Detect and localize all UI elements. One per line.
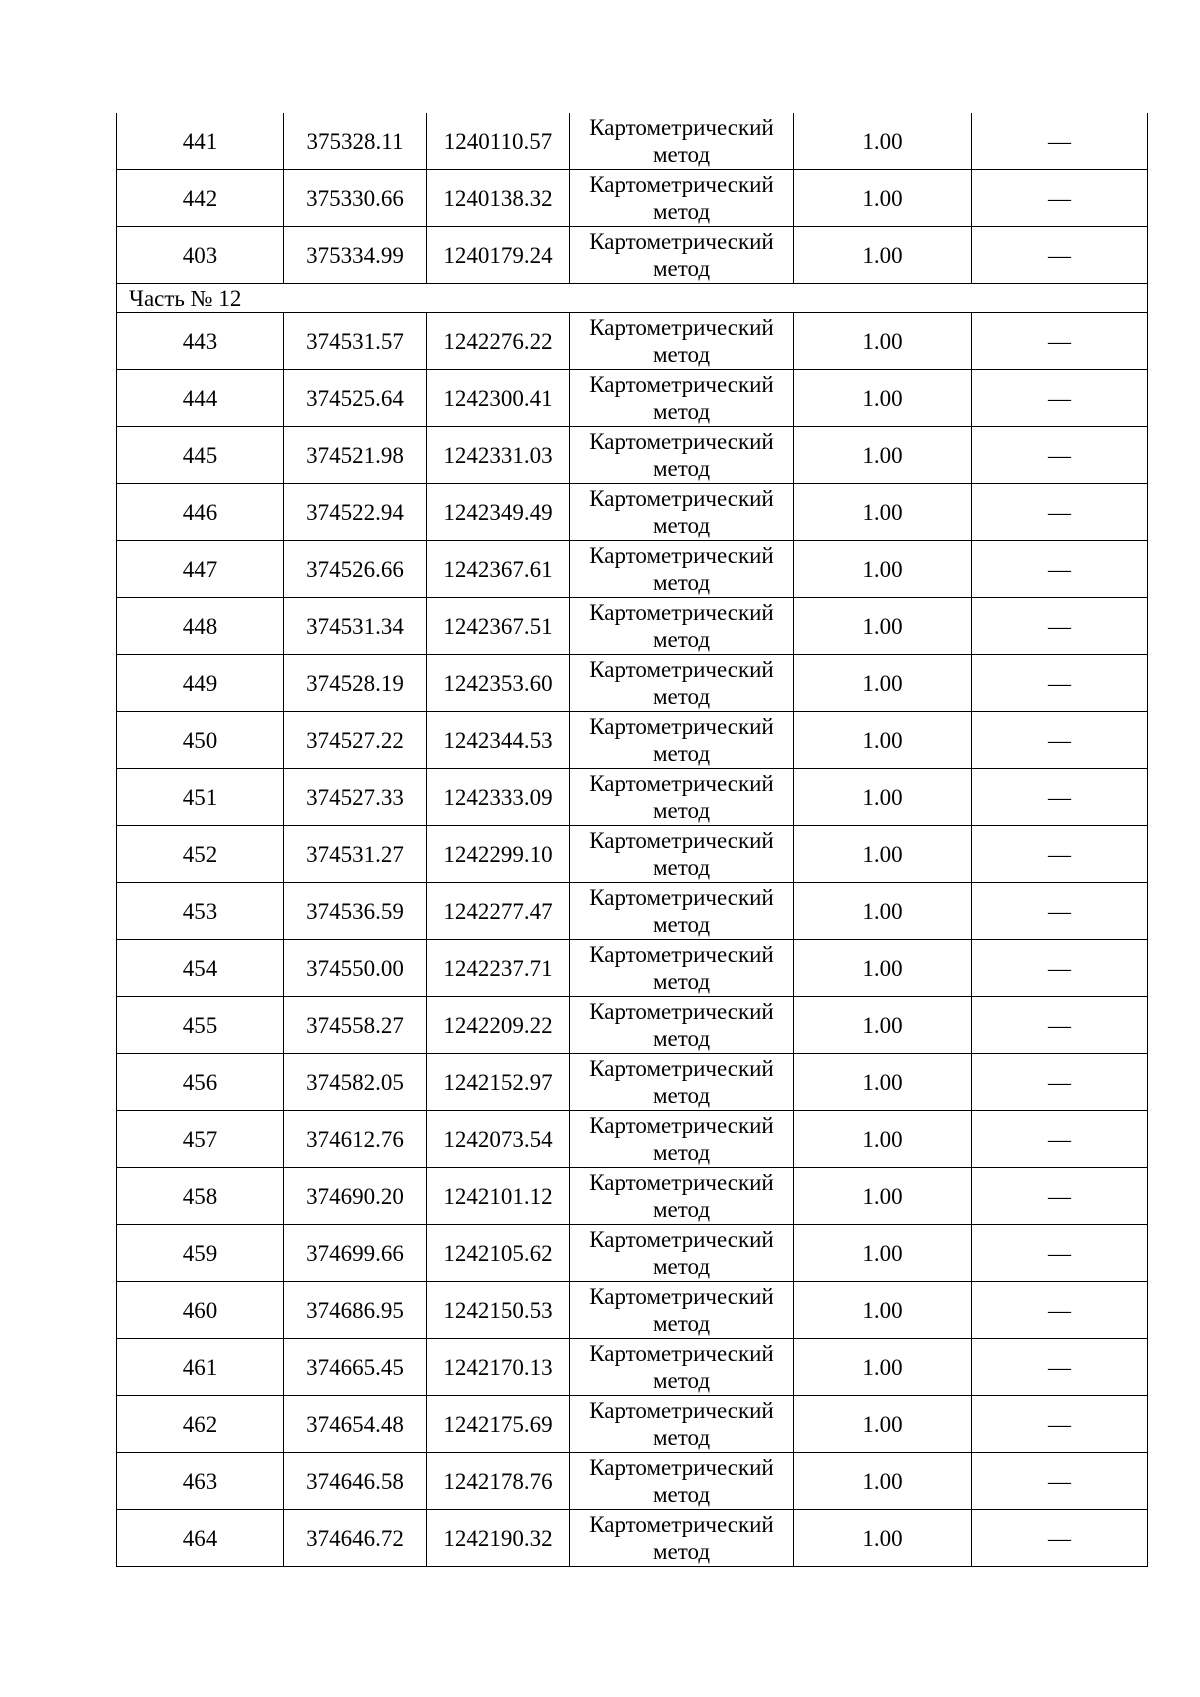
method-line-1: Картометрический xyxy=(589,600,774,625)
y-coordinate-cell: 1242073.54 xyxy=(427,1111,570,1168)
table-row xyxy=(117,769,1148,826)
point-number-cell: 446 xyxy=(117,484,284,541)
point-number-cell: 442 xyxy=(117,170,284,227)
precision-cell: 1.00 xyxy=(794,313,972,370)
method-cell xyxy=(570,598,794,655)
note-cell: — xyxy=(972,484,1148,541)
table-row xyxy=(117,427,1148,484)
method-line-1: Картометрический xyxy=(589,1398,774,1423)
method-line-1: Картометрический xyxy=(589,429,774,454)
x-coordinate-cell: 374665.45 xyxy=(284,1339,427,1396)
note-cell: — xyxy=(972,769,1148,826)
method-cell xyxy=(570,1510,794,1567)
point-number-cell: 448 xyxy=(117,598,284,655)
coordinates-table xyxy=(116,113,1148,1567)
x-coordinate-cell: 374646.58 xyxy=(284,1453,427,1510)
method-line-1: Картометрический xyxy=(589,1455,774,1480)
table-row xyxy=(117,1111,1148,1168)
method-line-1: Картометрический xyxy=(589,1341,774,1366)
y-coordinate-cell: 1242276.22 xyxy=(427,313,570,370)
precision-cell: 1.00 xyxy=(794,1510,972,1567)
method-line-2: метод xyxy=(652,1140,711,1165)
table-row xyxy=(117,598,1148,655)
precision-cell: 1.00 xyxy=(794,227,972,284)
method-line-1: Картометрический xyxy=(589,1113,774,1138)
note-cell: — xyxy=(972,541,1148,598)
table-row xyxy=(117,1396,1148,1453)
point-number-cell: 441 xyxy=(117,113,284,170)
table-row xyxy=(117,113,1148,170)
note-cell: — xyxy=(972,1282,1148,1339)
point-number-cell: 459 xyxy=(117,1225,284,1282)
method-line-2: метод xyxy=(652,684,711,709)
method-line-2: метод xyxy=(652,1482,711,1507)
note-cell: — xyxy=(972,940,1148,997)
method-cell xyxy=(570,313,794,370)
method-cell xyxy=(570,113,794,170)
point-number-cell: 445 xyxy=(117,427,284,484)
x-coordinate-cell: 374527.22 xyxy=(284,712,427,769)
x-coordinate-cell: 374550.00 xyxy=(284,940,427,997)
note-cell: — xyxy=(972,227,1148,284)
point-number-cell: 451 xyxy=(117,769,284,826)
point-number-cell: 455 xyxy=(117,997,284,1054)
x-coordinate-cell: 374521.98 xyxy=(284,427,427,484)
precision-cell: 1.00 xyxy=(794,1282,972,1339)
x-coordinate-cell: 375334.99 xyxy=(284,227,427,284)
x-coordinate-cell: 374526.66 xyxy=(284,541,427,598)
y-coordinate-cell: 1242277.47 xyxy=(427,883,570,940)
x-coordinate-cell: 374690.20 xyxy=(284,1168,427,1225)
method-line-2: метод xyxy=(652,798,711,823)
precision-cell: 1.00 xyxy=(794,1111,972,1168)
method-cell xyxy=(570,769,794,826)
method-cell xyxy=(570,541,794,598)
method-cell xyxy=(570,1453,794,1510)
method-line-1: Картометрический xyxy=(589,1170,774,1195)
point-number-cell: 454 xyxy=(117,940,284,997)
method-line-1: Картометрический xyxy=(589,885,774,910)
method-line-2: метод xyxy=(652,342,711,367)
method-cell xyxy=(570,1168,794,1225)
point-number-cell: 463 xyxy=(117,1453,284,1510)
method-line-1: Картометрический xyxy=(589,1284,774,1309)
point-number-cell: 450 xyxy=(117,712,284,769)
point-number-cell: 461 xyxy=(117,1339,284,1396)
method-cell xyxy=(570,170,794,227)
y-coordinate-cell: 1242353.60 xyxy=(427,655,570,712)
method-cell xyxy=(570,997,794,1054)
note-cell: — xyxy=(972,1054,1148,1111)
method-line-2: метод xyxy=(652,741,711,766)
point-number-cell: 457 xyxy=(117,1111,284,1168)
method-cell xyxy=(570,1111,794,1168)
precision-cell: 1.00 xyxy=(794,541,972,598)
precision-cell: 1.00 xyxy=(794,170,972,227)
note-cell: — xyxy=(972,598,1148,655)
x-coordinate-cell: 375330.66 xyxy=(284,170,427,227)
table-row xyxy=(117,826,1148,883)
method-line-2: метод xyxy=(652,513,711,538)
x-coordinate-cell: 374558.27 xyxy=(284,997,427,1054)
method-line-1: Картометрический xyxy=(589,714,774,739)
note-cell: — xyxy=(972,997,1148,1054)
point-number-cell: 452 xyxy=(117,826,284,883)
note-cell: — xyxy=(972,826,1148,883)
method-line-2: метод xyxy=(652,142,711,167)
table-row xyxy=(117,1225,1148,1282)
precision-cell: 1.00 xyxy=(794,1339,972,1396)
x-coordinate-cell: 374522.94 xyxy=(284,484,427,541)
table-row xyxy=(117,170,1148,227)
note-cell: — xyxy=(972,370,1148,427)
precision-cell: 1.00 xyxy=(794,655,972,712)
table-row xyxy=(117,1054,1148,1111)
method-line-1: Картометрический xyxy=(589,315,774,340)
method-line-2: метод xyxy=(652,1368,711,1393)
point-number-cell: 458 xyxy=(117,1168,284,1225)
method-line-2: метод xyxy=(652,1311,711,1336)
method-cell xyxy=(570,1282,794,1339)
precision-cell: 1.00 xyxy=(794,598,972,655)
y-coordinate-cell: 1240179.24 xyxy=(427,227,570,284)
y-coordinate-cell: 1242150.53 xyxy=(427,1282,570,1339)
method-line-1: Картометрический xyxy=(589,942,774,967)
note-cell: — xyxy=(972,1339,1148,1396)
x-coordinate-cell: 374531.27 xyxy=(284,826,427,883)
method-line-1: Картометрический xyxy=(589,115,774,140)
method-line-2: метод xyxy=(652,399,711,424)
method-line-1: Картометрический xyxy=(589,372,774,397)
table-row xyxy=(117,370,1148,427)
precision-cell: 1.00 xyxy=(794,427,972,484)
x-coordinate-cell: 374528.19 xyxy=(284,655,427,712)
method-cell xyxy=(570,655,794,712)
method-cell xyxy=(570,883,794,940)
method-line-1: Картометрический xyxy=(589,828,774,853)
note-cell: — xyxy=(972,883,1148,940)
y-coordinate-cell: 1242105.62 xyxy=(427,1225,570,1282)
point-number-cell: 447 xyxy=(117,541,284,598)
y-coordinate-cell: 1242367.61 xyxy=(427,541,570,598)
precision-cell: 1.00 xyxy=(794,484,972,541)
method-cell xyxy=(570,1339,794,1396)
method-line-2: метод xyxy=(652,969,711,994)
x-coordinate-cell: 374531.34 xyxy=(284,598,427,655)
method-line-1: Картометрический xyxy=(589,229,774,254)
x-coordinate-cell: 374699.66 xyxy=(284,1225,427,1282)
table-row xyxy=(117,1339,1148,1396)
precision-cell: 1.00 xyxy=(794,940,972,997)
note-cell: — xyxy=(972,655,1148,712)
method-line-2: метод xyxy=(652,627,711,652)
note-cell: — xyxy=(972,1111,1148,1168)
method-line-2: метод xyxy=(652,570,711,595)
point-number-cell: 403 xyxy=(117,227,284,284)
note-cell: — xyxy=(972,313,1148,370)
x-coordinate-cell: 374612.76 xyxy=(284,1111,427,1168)
x-coordinate-cell: 374525.64 xyxy=(284,370,427,427)
precision-cell: 1.00 xyxy=(794,1054,972,1111)
note-cell: — xyxy=(972,170,1148,227)
table-row xyxy=(117,940,1148,997)
table-row xyxy=(117,541,1148,598)
y-coordinate-cell: 1242333.09 xyxy=(427,769,570,826)
y-coordinate-cell: 1242300.41 xyxy=(427,370,570,427)
precision-cell: 1.00 xyxy=(794,1396,972,1453)
precision-cell: 1.00 xyxy=(794,370,972,427)
note-cell: — xyxy=(972,1510,1148,1567)
x-coordinate-cell: 374646.72 xyxy=(284,1510,427,1567)
table-row xyxy=(117,484,1148,541)
note-cell: — xyxy=(972,1396,1148,1453)
method-line-2: метод xyxy=(652,1026,711,1051)
point-number-cell: 449 xyxy=(117,655,284,712)
method-line-1: Картометрический xyxy=(589,486,774,511)
method-line-1: Картометрический xyxy=(589,543,774,568)
coordinates-table-body xyxy=(117,113,1148,1567)
y-coordinate-cell: 1242237.71 xyxy=(427,940,570,997)
y-coordinate-cell: 1242170.13 xyxy=(427,1339,570,1396)
note-cell: — xyxy=(972,427,1148,484)
note-cell: — xyxy=(972,1225,1148,1282)
method-line-2: метод xyxy=(652,1197,711,1222)
y-coordinate-cell: 1242209.22 xyxy=(427,997,570,1054)
precision-cell: 1.00 xyxy=(794,883,972,940)
method-line-2: метод xyxy=(652,456,711,481)
precision-cell: 1.00 xyxy=(794,1453,972,1510)
method-line-2: метод xyxy=(652,1083,711,1108)
table-row xyxy=(117,313,1148,370)
method-cell xyxy=(570,427,794,484)
table-row xyxy=(117,1453,1148,1510)
x-coordinate-cell: 374531.57 xyxy=(284,313,427,370)
method-cell xyxy=(570,484,794,541)
point-number-cell: 462 xyxy=(117,1396,284,1453)
point-number-cell: 460 xyxy=(117,1282,284,1339)
method-line-1: Картометрический xyxy=(589,999,774,1024)
method-line-1: Картометрический xyxy=(589,657,774,682)
note-cell: — xyxy=(972,1168,1148,1225)
method-line-2: метод xyxy=(652,199,711,224)
precision-cell: 1.00 xyxy=(794,113,972,170)
method-line-2: метод xyxy=(652,855,711,880)
precision-cell: 1.00 xyxy=(794,769,972,826)
y-coordinate-cell: 1242175.69 xyxy=(427,1396,570,1453)
point-number-cell: 453 xyxy=(117,883,284,940)
y-coordinate-cell: 1240110.57 xyxy=(427,113,570,170)
precision-cell: 1.00 xyxy=(794,997,972,1054)
precision-cell: 1.00 xyxy=(794,1168,972,1225)
method-line-2: метод xyxy=(652,912,711,937)
table-row xyxy=(117,1282,1148,1339)
y-coordinate-cell: 1242349.49 xyxy=(427,484,570,541)
x-coordinate-cell: 374527.33 xyxy=(284,769,427,826)
method-line-2: метод xyxy=(652,1539,711,1564)
part-title: Часть № 12 xyxy=(117,284,1148,313)
method-line-2: метод xyxy=(652,1254,711,1279)
y-coordinate-cell: 1242178.76 xyxy=(427,1453,570,1510)
method-line-1: Картометрический xyxy=(589,1227,774,1252)
method-cell xyxy=(570,1225,794,1282)
y-coordinate-cell: 1242152.97 xyxy=(427,1054,570,1111)
precision-cell: 1.00 xyxy=(794,712,972,769)
method-cell xyxy=(570,940,794,997)
part-header-row xyxy=(117,284,1148,313)
y-coordinate-cell: 1242101.12 xyxy=(427,1168,570,1225)
x-coordinate-cell: 374582.05 xyxy=(284,1054,427,1111)
method-line-1: Картометрический xyxy=(589,1056,774,1081)
table-row xyxy=(117,1510,1148,1567)
method-cell xyxy=(570,1396,794,1453)
method-line-1: Картометрический xyxy=(589,771,774,796)
table-row xyxy=(117,227,1148,284)
y-coordinate-cell: 1242331.03 xyxy=(427,427,570,484)
method-cell xyxy=(570,712,794,769)
x-coordinate-cell: 374536.59 xyxy=(284,883,427,940)
y-coordinate-cell: 1240138.32 xyxy=(427,170,570,227)
method-line-1: Картометрический xyxy=(589,1512,774,1537)
method-line-2: метод xyxy=(652,256,711,281)
table-row xyxy=(117,655,1148,712)
method-line-1: Картометрический xyxy=(589,172,774,197)
y-coordinate-cell: 1242299.10 xyxy=(427,826,570,883)
x-coordinate-cell: 374654.48 xyxy=(284,1396,427,1453)
table-row xyxy=(117,883,1148,940)
point-number-cell: 443 xyxy=(117,313,284,370)
note-cell: — xyxy=(972,1453,1148,1510)
point-number-cell: 456 xyxy=(117,1054,284,1111)
note-cell: — xyxy=(972,712,1148,769)
precision-cell: 1.00 xyxy=(794,826,972,883)
point-number-cell: 464 xyxy=(117,1510,284,1567)
method-cell xyxy=(570,227,794,284)
y-coordinate-cell: 1242367.51 xyxy=(427,598,570,655)
method-line-2: метод xyxy=(652,1425,711,1450)
note-cell: — xyxy=(972,113,1148,170)
y-coordinate-cell: 1242344.53 xyxy=(427,712,570,769)
x-coordinate-cell: 374686.95 xyxy=(284,1282,427,1339)
x-coordinate-cell: 375328.11 xyxy=(284,113,427,170)
method-cell xyxy=(570,370,794,427)
precision-cell: 1.00 xyxy=(794,1225,972,1282)
y-coordinate-cell: 1242190.32 xyxy=(427,1510,570,1567)
method-cell xyxy=(570,1054,794,1111)
method-cell xyxy=(570,826,794,883)
table-row xyxy=(117,712,1148,769)
table-row xyxy=(117,1168,1148,1225)
point-number-cell: 444 xyxy=(117,370,284,427)
table-row xyxy=(117,997,1148,1054)
